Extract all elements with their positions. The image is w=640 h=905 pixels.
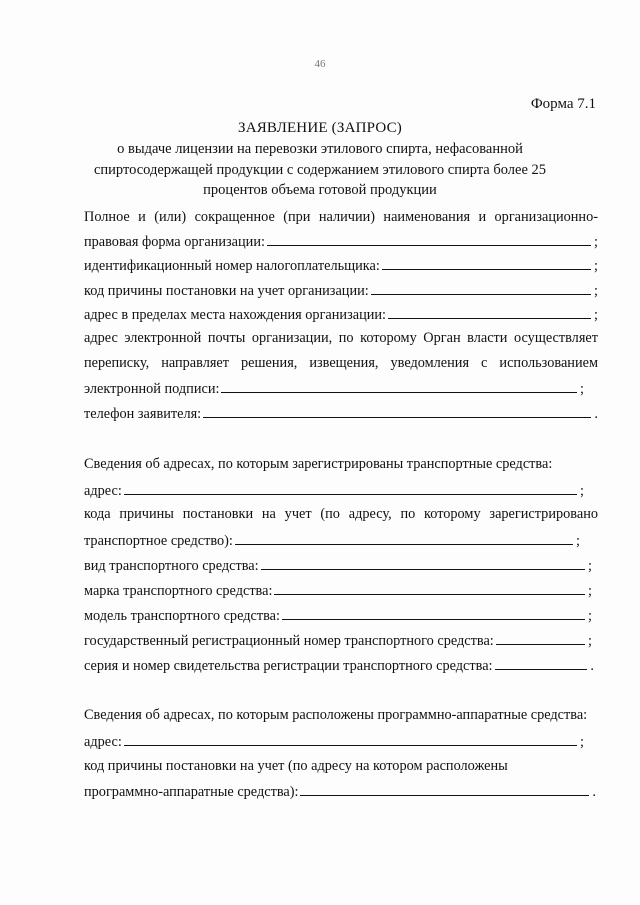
vehicle-address-label: адрес:: [84, 483, 122, 499]
email-label-line-3: электронной подписи:: [84, 381, 220, 397]
hardware-kpp-blank[interactable]: [300, 782, 589, 796]
field-end-punct: .: [590, 658, 594, 674]
org-name-label-line-1: Полное и (или) сокращенное (при наличии) наименования и организационно-: [84, 209, 598, 225]
vehicle-address-blank[interactable]: [124, 481, 577, 495]
field-end-punct: ;: [588, 633, 592, 649]
field-end-punct: ;: [594, 258, 598, 274]
hardware-kpp-label-line-2: программно-аппаратные средства):: [84, 784, 299, 800]
phone-field[interactable]: [84, 404, 598, 424]
phone-label: телефон заявителя:: [84, 406, 202, 422]
vehicle-reg-number-label: государственный регистрационный номер транспортного средства:: [84, 633, 494, 649]
vehicle-kpp-blank[interactable]: [235, 531, 573, 545]
org-name-field[interactable]: [84, 232, 598, 252]
kpp-field[interactable]: [84, 281, 598, 301]
hardware-kpp-label-line-1: код причины постановки на учет (по адресу на котором расположены: [84, 758, 508, 774]
form-label: Форма 7.1: [530, 96, 596, 112]
vehicle-model-blank[interactable]: [282, 606, 585, 620]
email-label-line-1: адрес электронной почты организации, по которому Орган власти осуществляет: [84, 330, 598, 346]
hardware-kpp-field[interactable]: [84, 782, 596, 802]
field-end-punct: ;: [588, 608, 592, 624]
org-name-label-line-2: правовая форма организации:: [84, 234, 265, 250]
vehicle-model-label: модель транспортного средства:: [84, 608, 280, 624]
vehicle-kpp-label-line-1: кода причины постановки на учет (по адресу, по которому зарегистрировано: [84, 506, 598, 522]
org-address-label: адрес в пределах места нахождения организации:: [84, 307, 387, 323]
hardware-address-blank[interactable]: [124, 732, 577, 746]
vehicle-type-label: вид транспортного средства:: [84, 558, 259, 574]
vehicle-brand-blank[interactable]: [274, 581, 585, 595]
vehicle-type-field[interactable]: [84, 556, 592, 576]
email-label-line-2: переписку, направляет решения, извещения, уведомления с использованием: [84, 355, 598, 371]
vehicle-type-blank[interactable]: [261, 556, 585, 570]
vehicle-kpp-field[interactable]: [84, 531, 580, 551]
inn-field[interactable]: [84, 256, 598, 276]
vehicle-brand-field[interactable]: [84, 581, 592, 601]
vehicle-certificate-field[interactable]: [84, 656, 594, 676]
vehicle-brand-label: марка транспортного средства:: [84, 583, 273, 599]
field-end-punct: ;: [580, 483, 584, 499]
email-blank[interactable]: [221, 379, 577, 393]
hardware-address-field[interactable]: [84, 732, 584, 752]
subtitle-line-1: о выдаче лицензии на перевозки этилового спирта, нефасованной: [117, 141, 523, 157]
field-end-punct: ;: [594, 283, 598, 299]
subtitle-line-3: процентов объема готовой продукции: [203, 182, 437, 198]
vehicle-address-field[interactable]: [84, 481, 584, 501]
field-end-punct: ;: [576, 533, 580, 549]
vehicles-heading: Сведения об адресах, по которым зарегистрированы транспортные средства:: [84, 456, 553, 472]
org-name-blank[interactable]: [267, 232, 591, 246]
vehicle-model-field[interactable]: [84, 606, 592, 626]
document-title: ЗАЯВЛЕНИЕ (ЗАПРОС): [237, 120, 402, 136]
field-end-punct: ;: [594, 307, 598, 323]
field-end-punct: ;: [588, 558, 592, 574]
vehicle-reg-number-field[interactable]: [84, 631, 592, 651]
inn-label: идентификационный номер налогоплательщика:: [84, 258, 380, 274]
hardware-heading: Сведения об адресах, по которым расположены программно-аппаратные средства:: [84, 707, 588, 723]
field-end-punct: ;: [580, 381, 584, 397]
vehicle-certificate-label: серия и номер свидетельства регистрации транспортного средства:: [84, 658, 493, 674]
phone-blank[interactable]: [203, 404, 591, 418]
org-address-blank[interactable]: [388, 305, 591, 319]
page-number: 46: [314, 58, 326, 70]
field-end-punct: .: [592, 784, 596, 800]
kpp-blank[interactable]: [371, 281, 591, 295]
field-end-punct: ;: [580, 734, 584, 750]
inn-blank[interactable]: [382, 256, 591, 270]
vehicle-certificate-blank[interactable]: [495, 656, 588, 670]
hardware-address-label: адрес:: [84, 734, 122, 750]
subtitle-line-2: спиртосодержащей продукции с содержанием этилового спирта более 25: [93, 162, 547, 178]
vehicle-reg-number-blank[interactable]: [496, 631, 585, 645]
org-address-field[interactable]: [84, 305, 598, 325]
field-end-punct: ;: [588, 583, 592, 599]
vehicle-kpp-label-line-2: транспортное средство):: [84, 533, 233, 549]
field-end-punct: ;: [594, 234, 598, 250]
field-end-punct: .: [594, 406, 598, 422]
email-field[interactable]: [84, 379, 584, 399]
kpp-label: код причины постановки на учет организации:: [84, 283, 369, 299]
